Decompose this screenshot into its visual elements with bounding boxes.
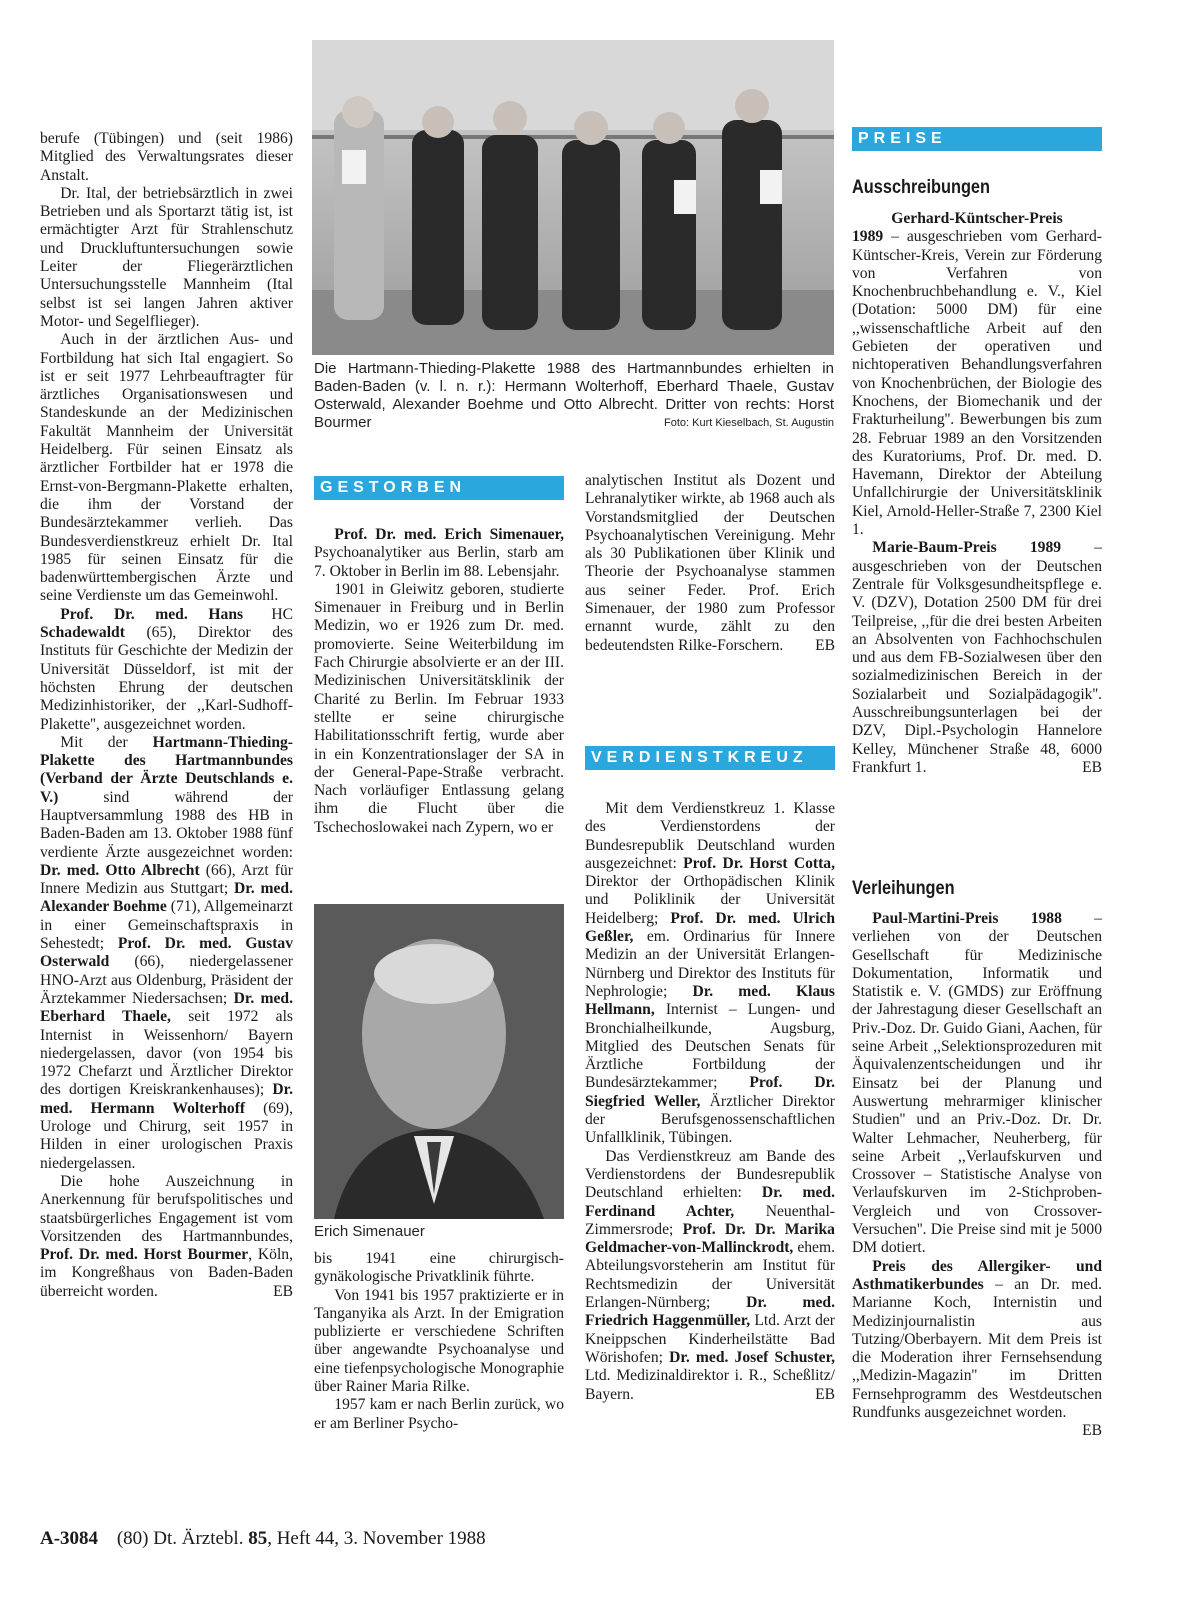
group-photo-figures xyxy=(312,40,834,355)
section-banner-preise: PREISE xyxy=(852,127,1102,151)
paragraph: 1957 kam er nach Berlin zurück, wo er am Berliner Psycho- xyxy=(314,1396,564,1432)
author-sig: EB xyxy=(815,1385,835,1403)
author-sig: EB xyxy=(273,1282,293,1300)
paragraph: Paul-Martini-Preis 1988 – verliehen von der Deutschen Gesellschaft für Medizinische Dokumentation, Informatik und Statistik e. V. (GMDS) zur Eröffnung der Jahrestagung dieser Gesellschaft an Priv.-Doz. Dr. Guido Giani, Aachen, für seine Arbeit ,,Selektionsprozeduren mit Äquivalenzentscheidungen und ihr Einsatz bei der Planung und Auswertung mehrarmiger klinischer Studien'' und an Priv.-Doz. Dr. Dr. Walter Lehmacher, Neuherberg, für seine Arbeit ,,Verlaufskurven und Crossover – Statistische Analyse von Verlaufskurven im 2-Stichproben-Vergleich und von Crossover-Versuchen''. Die Preise sind mit je 5000 DM dotiert. xyxy=(852,910,1102,1257)
photo-caption: Die Hartmann-Thieding-Plakette 1988 des Hartmannbundes erhielten in Baden-Baden (v. l. n. r.): Hermann Wolterhoff, Eberhard Thaele, Gustav Osterwald, Alexander Boehme und Otto Albrecht. Dritter von rechts: Horst Bourmer Foto: Kurt Kieselbach, St. Augustin xyxy=(314,360,834,431)
author-sig: HC xyxy=(271,605,293,623)
column-1 xyxy=(40,130,293,1301)
paragraph: Das Verdienstkreuz am Bande des Verdienstordens der Bundesrepublik Deutschland erhielten: Dr. med. Ferdinand Achter, Neuenthal-Zimmersrode; Prof. Dr. Dr. Marika Geldmacher-von-Mallinckrodt, ehem. Abteilungsvorsteherin am Institut für Rechtsmedizin der Universität Erlangen-Nürnberg; Dr. med. Friedrich Haggenmüller, Ltd. Arzt der Kneippschen Kinderheilstätte Bad Wörishofen; Dr. med. Josef Schuster, Ltd. Medizinaldirektor i. R., Scheßlitz/ Bayern. EB xyxy=(585,1147,836,1403)
paragraph: 1901 in Gleiwitz geboren, studierte Simenauer in Freiburg und in Berlin Medizin, wo er 1926 zum Dr. med. promovierte. Seine Weiterbildung im Fach Chirurgie absolvierte er an der III. Medizinischen Universitätsklinik der Charité zu Berlin. Im Februar 1933 stellte er seine chirurgische Habilitationsschrift fertig, wurde aber in ein Konzentrationslager der SA in der General-Pape-Straße verbracht. Nach vorläufiger Entlassung gelang ihm die Flucht über die Tschechoslowakei nach Zypern, wo er xyxy=(314,580,564,836)
portrait-caption: Erich Simenauer xyxy=(314,1223,425,1240)
subheading-verleihungen: Verleihungen xyxy=(852,878,955,899)
column-4-bottom xyxy=(852,910,1102,1441)
paragraph: 1989 – ausgeschrieben vom Gerhard-Küntscher-Kreis, Verein zur Förderung von Verfahren von Knochenbruchbehandlung e. V., Kiel (Dotation: 5000 DM) für eine ,,wissenschaftliche Arbeit auf den Gebieten der operativen und nichtoperativen Behandlungsverfahren von Knochenbrüchen, der Biologie des Knochens, der Biomechanik und der Frakturheilung''. Bewerbungen bis zum 28. Februar 1989 an den Vorsitzenden des Kuratoriums, Prof. Dr. med. D. Havemann, Direktor der Abteilung Unfallchirurgie der Universitätsklinik Kiel, Arnold-Heller-Straße 7, 2300 Kiel 1. xyxy=(852,228,1102,539)
page-footer: A-3084 (80) Dt. Ärztebl. 85, Heft 44, 3. November 1988 xyxy=(40,1528,486,1549)
paragraph: berufe (Tübingen) und (seit 1986) Mitglied des Verwaltungsrates dieser Anstalt. xyxy=(40,130,293,184)
subheading-ausschreibungen: Ausschreibungen xyxy=(852,177,991,198)
group-photo xyxy=(312,40,834,355)
section-banner-gestorben: GESTORBEN xyxy=(314,476,564,500)
paragraph: Mit der Hartmann-Thieding-Plakette des Hartmannbundes (Verband der Ärzte Deutschlands e. V.) sind während der Hauptversammlung 1988 des HB in Baden-Baden am 13. Oktober 1988 fünf verdiente Ärzte ausgezeichnet worden: Dr. med. Otto Albrecht (66), Arzt für Innere Medizin aus Stuttgart; Dr. med. Alexander Boehme (71), Allgemeinarzt in einer Gemeinschaftspraxis in Sehestedt; Prof. Dr. med. Gustav Osterwald (66), niedergelassener HNO-Arzt aus Oldenburg, Präsident der Ärztekammer Niedersachsen; Dr. med. Eberhard Thaele, seit 1972 als Internist in Weissenhorn/ Bayern niedergelassen, davor (von 1954 bis 1972 Chefarzt und Ärztlicher Direktor des dortigen Kreiskrankenhauses); Dr. med. Hermann Wolterhoff (69), Urologe und Chirurg, seit 1957 in Hilden in einer urologischen Praxis niedergelassen. xyxy=(40,733,293,1172)
photo-credit: Foto: Kurt Kieselbach, St. Augustin xyxy=(664,417,834,429)
paragraph: Die hohe Auszeichnung in Anerkennung für berufspolitisches und staatsbürgerliches Engagement ist vom Vorsitzenden des Hartmannbundes, Prof. Dr. med. Horst Bourmer, Köln, im Kongreßhaus von Baden-Baden überreicht worden. EB xyxy=(40,1172,293,1300)
page-number: A-3084 xyxy=(40,1528,99,1549)
paragraph: Prof. Dr. med. Erich Simenauer, Psychoanalytiker aus Berlin, starb am 7. Oktober in Berlin im 88. Lebensjahr. xyxy=(314,526,564,580)
paragraph: Dr. Ital, der betriebsärztlich in zwei Betrieben und als Sportarzt tätig ist, ist ermächtigter Arzt für Strahlenschutz und Druckluftuntersuchungen sowie Leiter der Fliegerärztlichen Untersuchungsstelle Mannheim (Ital selbst ist sei langen Jahren aktiver Motor- und Segelflieger). xyxy=(40,184,293,330)
paragraph: Preis des Allergiker- und Asthmatikerbundes – an Dr. med. Marianne Koch, Internistin und Medizinjournalistin aus Tutzing/Oberbayern. Mit dem Preis ist die Moderation ihrer Fernsehsendung ,,Medizin-Magazin'' im Dritten Fernsehprogramm des Westdeutschen Rundfunks ausgezeichnet worden. EB xyxy=(852,1257,1102,1440)
section-banner-verdienstkreuz: VERDIENSTKREUZ xyxy=(585,746,835,770)
author-sig: EB xyxy=(1082,758,1102,776)
portrait-photo xyxy=(314,904,564,1219)
prize-title: Gerhard-Küntscher-Preis xyxy=(891,210,1063,227)
paragraph: Von 1941 bis 1957 praktizierte er in Tanganyika als Arzt. In der Emigration publizierte er verschiedene Schriften über angewandte Psychoanalyse und eine tiefenpsychologische Monographie über Rainer Maria Rilke. xyxy=(314,1286,564,1396)
portrait-figure xyxy=(314,904,564,1219)
paragraph: bis 1941 eine chirurgisch-gynäkologische Privatklinik führte. xyxy=(314,1250,564,1286)
paragraph: Prof. Dr. med. Hans Schadewaldt (65), Direktor des Instituts für Geschichte der Medizin der Universität Düsseldorf, ist mit der höchsten Ehrung der deutschen Medizinhistoriker, der ,,Karl-Sudhoff-Plakette'', ausgezeichnet worden. xyxy=(40,605,293,733)
author-sig: EB xyxy=(815,636,835,654)
paragraph: Marie-Baum-Preis 1989 – ausgeschrieben von der Deutschen Zentrale für Volksgesundheitspflege e. V. (DZV), Dotation 2500 DM für drei Teilpreise, ,,für die drei besten Arbeiten an Absolventen von Fachhochschulen und aus dem FB-Sozialwesen über den sozialmedizinischen Bereich in der Sozialarbeit und Sozialpädagogik''. Ausschreibungsunterlagen bei der DZV, Dipl.-Psychologin Hannelore Kelley, Münchener Straße 48, 6000 Frankfurt 1. EB xyxy=(852,539,1102,776)
column-3-top xyxy=(585,472,835,655)
paragraph: Auch in der ärztlichen Aus- und Fortbildung hat sich Ital engagiert. So ist er seit 1977 Lehrbeauftragter für ärztliches Organisationswesen und Standeskunde an der Medizinischen Fakultät Mannheim der Universität Heidelberg. Für seinen Einsatz als ärztlicher Fortbilder hat er 1978 die Ernst-von-Bergmann-Plakette erhalten, die ihm der Vorstand der Bundesärztekammer verlieh. Das Bundesverdienstkreuz erhielt Dr. Ital 1985 für seinen Einsatz für die badenwürttembergischen Ärzte und seine Verdienste um das Gemeinwohl. HC xyxy=(40,331,293,623)
column-3-bottom xyxy=(585,800,835,1404)
paragraph: Mit dem Verdienstkreuz 1. Klasse des Verdienstordens der Bundesrepublik Deutschland wurden ausgezeichnet: Prof. Dr. Horst Cotta, Direktor der Orthopädischen Klinik und Poliklinik der Universität Heidelberg; Prof. Dr. med. Ulrich Geßler, em. Ordinarius für Innere Medizin an der Universität Erlangen-Nürnberg und Direktor des Instituts für Nephrologie; Dr. med. Klaus Hellmann, Internist – Lungen- und Bronchialheilkunde, Augsburg, Mitglied des Deutschen Senats für Ärztliche Fortbildung der Bundesärztekammer; Prof. Dr. Siegfried Weller, Ärztlicher Direktor der Berufsgenossenschaftlichen Unfallklinik, Tübingen. xyxy=(585,800,835,1147)
column-2-bottom xyxy=(314,1250,564,1433)
column-2-top xyxy=(314,526,564,837)
author-sig: EB xyxy=(1082,1422,1102,1440)
column-4-top xyxy=(852,210,1102,777)
paragraph: analytischen Institut als Dozent und Lehranalytiker wirkte, ab 1968 auch als Vorstandsmitglied der Deutschen Psychoanalytischen Vereinigung. Mehr als 30 Publikationen über Klinik und Theorie der Psychoanalyse stammen aus seiner Feder. Prof. Erich Simenauer, der 1980 zum Professor ernannt wurde, zählt zu den bedeutendsten Rilke-Forschern. EB xyxy=(585,472,835,654)
